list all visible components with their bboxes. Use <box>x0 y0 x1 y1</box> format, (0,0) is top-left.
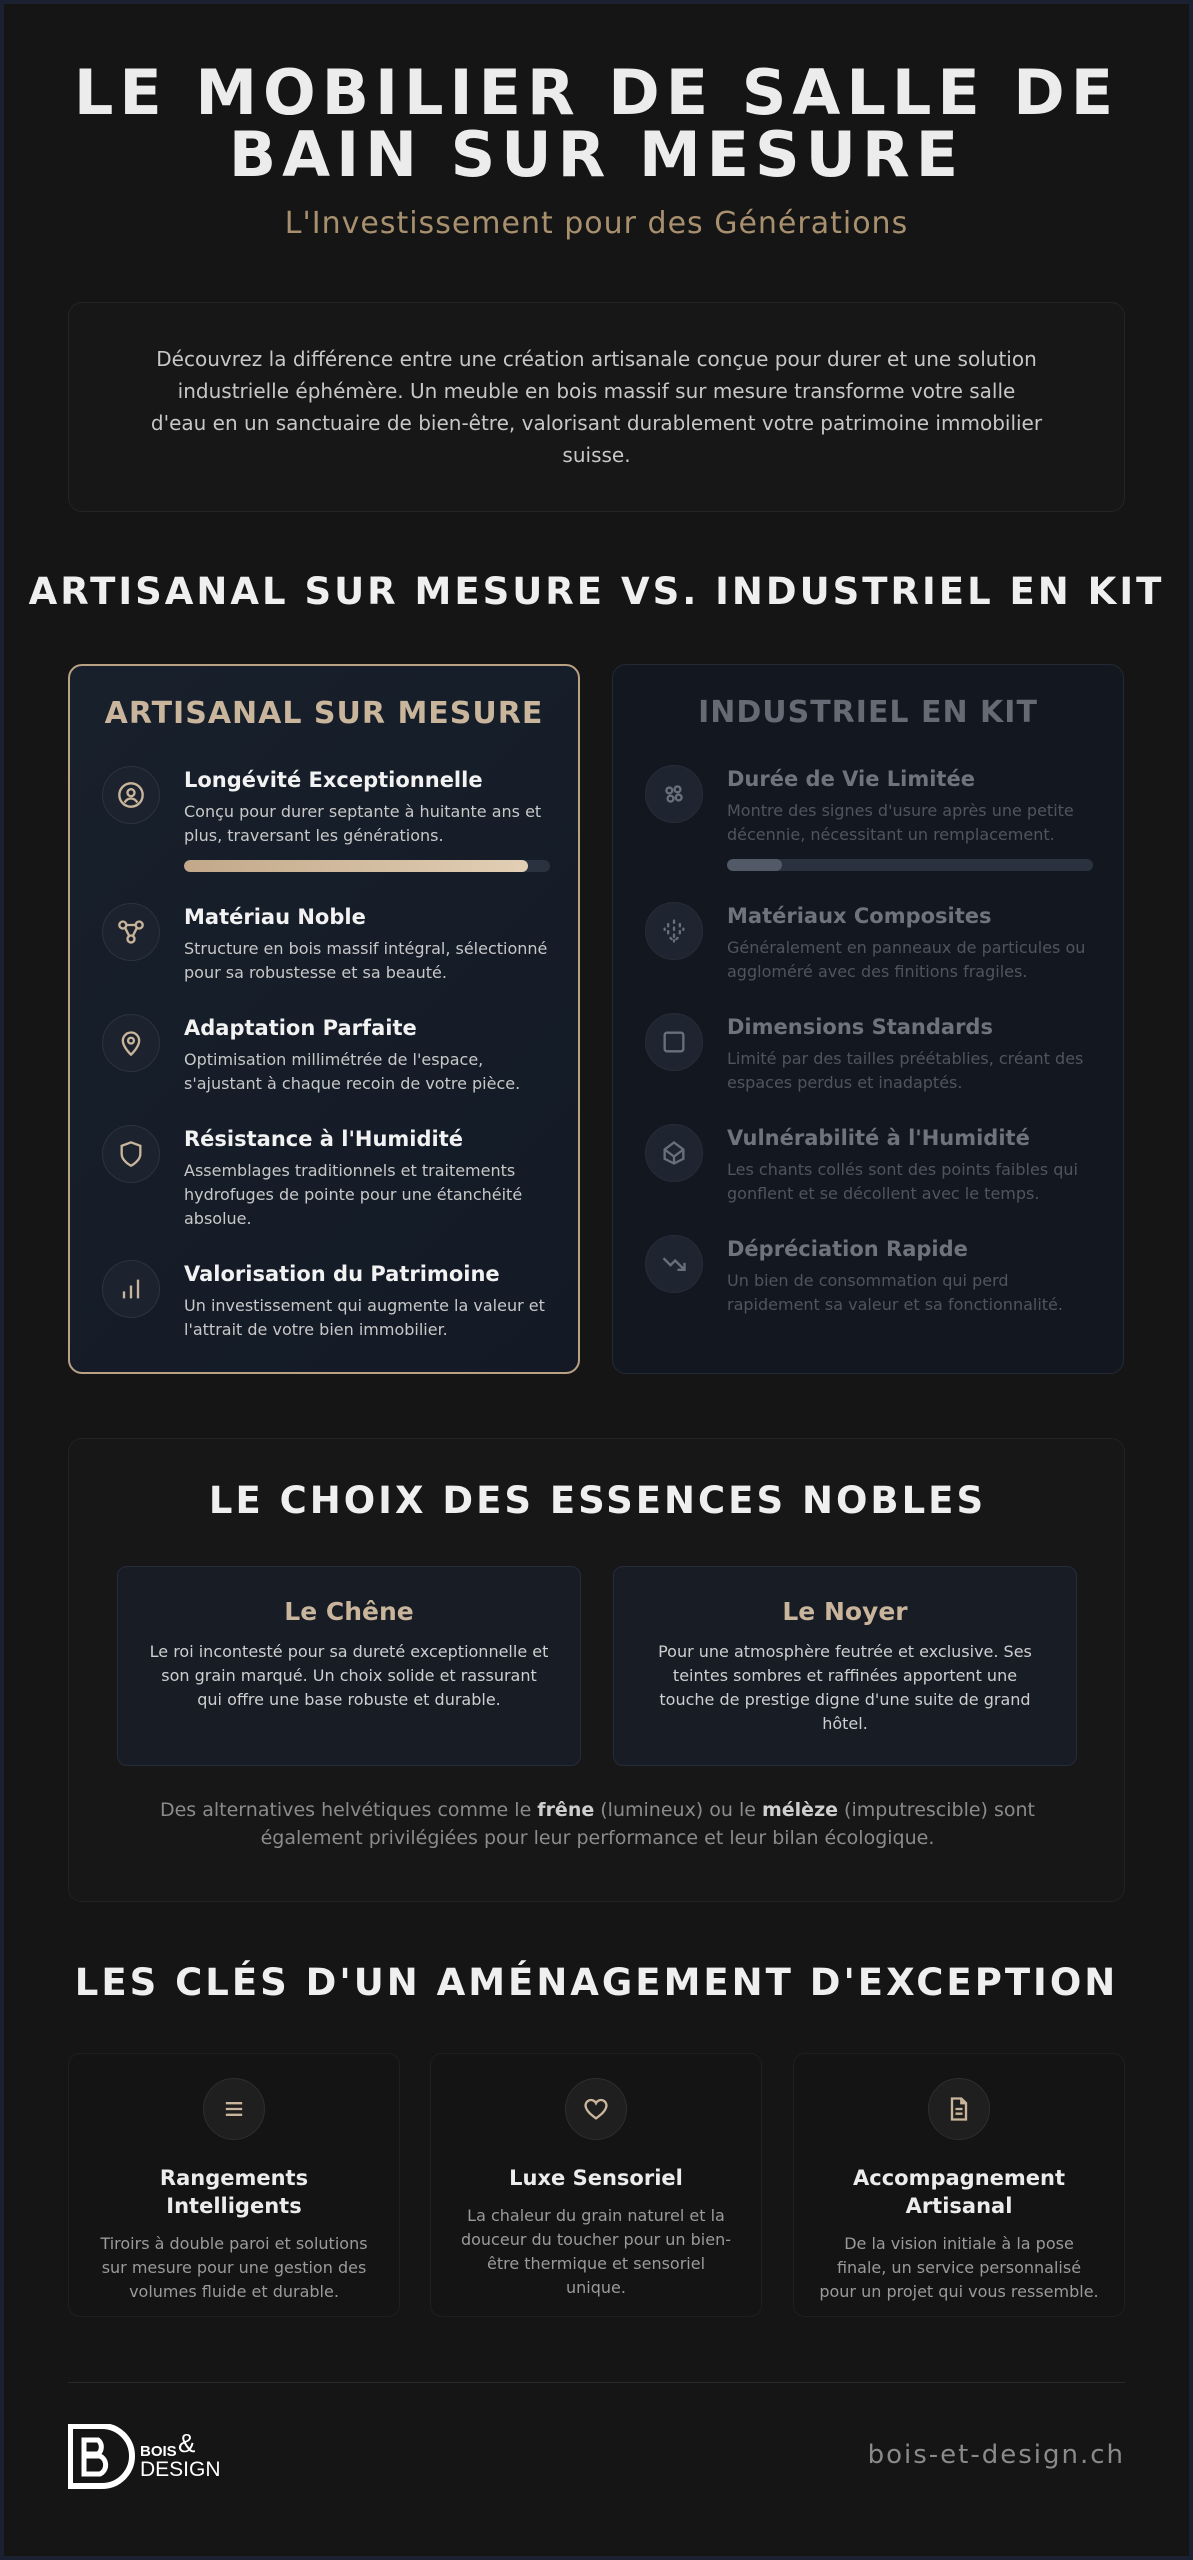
lifespan-progress-fill <box>727 859 782 871</box>
walnut-title: Le Noyer <box>782 1597 908 1626</box>
feature-text: Conçu pour durer septante à huitante ans et plus, traversant les générations. <box>184 802 542 845</box>
note-text: (imputrescible) sont également privilégiées pour leur performance et leur bilan écologique. <box>260 1799 1036 1849</box>
feature-text: Généralement en panneaux de particules ou aggloméré avec des finitions fragiles. <box>727 938 1086 981</box>
keys-title: LES CLÉS D'UN AMÉNAGEMENT D'EXCEPTION <box>74 1961 1119 2004</box>
shield-icon <box>102 1125 160 1183</box>
industrial-card <box>612 664 1124 1374</box>
artisanal-card-title: ARTISANAL SUR MESURE <box>104 696 544 731</box>
user-circle-icon <box>102 766 160 824</box>
heart-icon <box>565 2078 627 2140</box>
brand-logo[interactable] <box>68 2424 238 2492</box>
feature-text: Montre des signes d'usure après une petite décennie, nécessitant un remplacement. <box>727 801 1074 844</box>
key-card-luxury <box>430 2053 762 2317</box>
artisanal-card <box>68 664 580 1374</box>
oak-card <box>117 1566 581 1766</box>
note-text: (lumineux) ou le <box>594 1799 762 1821</box>
page-subtitle: L'Investissement pour des Générations <box>284 206 909 241</box>
key-card-storage <box>68 2053 400 2317</box>
feature-text: Optimisation millimétrée de l'espace, s'ajustant à chaque recoin de votre pièce. <box>184 1050 521 1093</box>
industrial-card-title: INDUSTRIEL EN KIT <box>698 695 1038 730</box>
map-pin-icon <box>102 1014 160 1072</box>
lifespan-progress-bar <box>727 859 1093 871</box>
essences-title: LE CHOIX DES ESSENCES NOBLES <box>208 1479 987 1522</box>
document-icon <box>928 2078 990 2140</box>
feature-title: Résistance à l'Humidité <box>184 1127 463 1151</box>
website-link[interactable]: bois-et-design.ch <box>867 2440 1125 2470</box>
bar-chart-icon <box>102 1260 160 1318</box>
feature-title: Dimensions Standards <box>727 1015 993 1039</box>
feature-title: Durée de Vie Limitée <box>727 767 975 791</box>
feature-text: Assemblages traditionnels et traitements hydrofuges de pointe pour une étanchéité absolue. <box>184 1161 523 1228</box>
title-line-1: LE MOBILIER DE SALLE DE <box>73 56 1120 129</box>
walnut-card <box>613 1566 1077 1766</box>
longevity-progress-fill <box>184 860 528 872</box>
trend-down-icon <box>645 1235 703 1293</box>
water-damage-icon <box>645 1124 703 1182</box>
feature-text: Structure en bois massif intégral, sélectionné pour sa robustesse et sa beauté. <box>184 939 548 982</box>
intro-box <box>68 302 1125 512</box>
note-frene: frêne <box>537 1799 595 1821</box>
feature-title: Matériau Noble <box>184 905 366 929</box>
feature-title: Longévité Exceptionnelle <box>184 768 483 792</box>
note-text: Des alternatives helvétiques comme le <box>159 1799 538 1821</box>
key-card-support <box>793 2053 1125 2317</box>
menu-icon <box>203 2078 265 2140</box>
intro-text: Découvrez la différence entre une création artisanale conçue pour durer et une solution industrielle éphémère. Un meuble en bois massif sur mesure transforme votre salle d'eau en un sanctuaire de bien-être, valorisant durablement votre patrimoine immobilier suisse. <box>150 347 1043 467</box>
key-title: Luxe Sensoriel <box>509 2166 683 2190</box>
key-text: La chaleur du grain naturel et la douceur du toucher pour un bien-être thermique et sensoriel unique. <box>460 2206 732 2297</box>
particles-icon <box>645 765 703 823</box>
square-icon <box>645 1013 703 1071</box>
logo-word-bois: BOIS <box>140 2443 177 2460</box>
longevity-progress-bar <box>184 860 550 872</box>
note-meleze: mélèze <box>761 1799 839 1821</box>
essences-note <box>109 1796 1086 1852</box>
feature-title: Vulnérabilité à l'Humidité <box>727 1126 1030 1150</box>
key-title: Accompagnement Artisanal <box>853 2166 1065 2218</box>
feature-text: Limité par des tailles préétablies, créant des espaces perdus et inadaptés. <box>727 1049 1084 1092</box>
walnut-text: Pour une atmosphère feutrée et exclusive. Ses teintes sombres et raffinées apportent une touche de prestige digne d'une suite de grand hôtel. <box>658 1642 1032 1733</box>
title-line-2: BAIN SUR MESURE <box>228 118 965 191</box>
feature-title: Valorisation du Patrimoine <box>184 1262 500 1286</box>
page-title <box>0 56 1193 191</box>
oak-text: Le roi incontesté pour sa dureté exceptionnelle et son grain marqué. Un choix solide et rassurant qui offre une base robuste et durable. <box>149 1642 549 1709</box>
comparison-title: ARTISANAL SUR MESURE VS. INDUSTRIEL EN KIT <box>28 570 1165 613</box>
logo-ampersand: & <box>178 2428 196 2458</box>
scatter-icon <box>645 902 703 960</box>
feature-text: Les chants collés sont des points faibles qui gonflent et se décollent avec le temps. <box>727 1160 1078 1203</box>
hero <box>0 56 1193 241</box>
logo-word-design: DESIGN <box>140 2458 221 2481</box>
nodes-icon <box>102 903 160 961</box>
key-text: Tiroirs à double paroi et solutions sur mesure pour une gestion des volumes fluide et durable. <box>100 2234 368 2301</box>
feature-title: Dépréciation Rapide <box>727 1237 968 1261</box>
key-text: De la vision initiale à la pose finale, un service personnalisé pour un projet qui vous ressemble. <box>819 2234 1099 2301</box>
feature-text: Un bien de consommation qui perd rapidement sa valeur et sa fonctionnalité. <box>727 1271 1063 1314</box>
feature-title: Adaptation Parfaite <box>184 1016 417 1040</box>
essences-section <box>68 1438 1125 1902</box>
oak-title: Le Chêne <box>284 1597 414 1626</box>
feature-text: Un investissement qui augmente la valeur et l'attrait de votre bien immobilier. <box>184 1296 545 1339</box>
footer-divider <box>68 2382 1125 2383</box>
feature-title: Matériaux Composites <box>727 904 992 928</box>
key-title: Rangements Intelligents <box>159 2166 309 2218</box>
